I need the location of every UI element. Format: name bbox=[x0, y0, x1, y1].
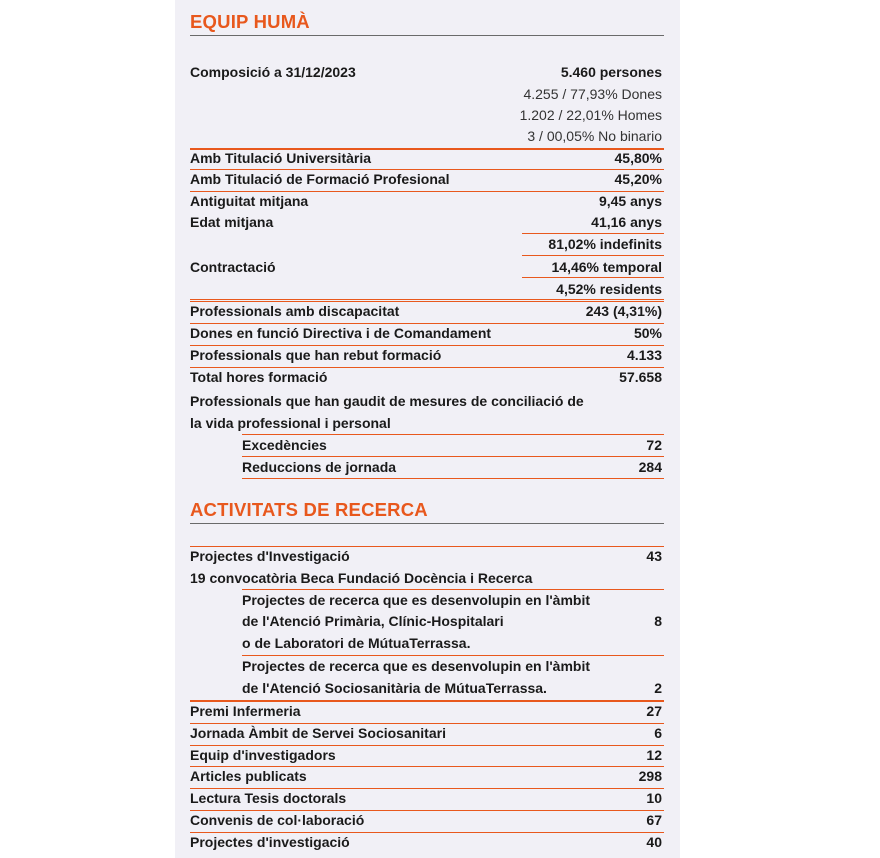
row-label: Amb Titulació Universitària bbox=[190, 150, 372, 166]
row-value: 10 bbox=[646, 790, 662, 806]
row-label: Equip d'investigadors bbox=[190, 747, 336, 763]
row-value: 45,20% bbox=[614, 171, 662, 187]
row-label: Convenis de col·laboració bbox=[190, 812, 365, 828]
divider bbox=[242, 478, 664, 479]
table-row bbox=[190, 701, 664, 719]
table-row bbox=[190, 745, 664, 763]
section-title-equip-huma: EQUIP HUMÀ bbox=[190, 11, 664, 36]
subproject-text: de l'Atenció Sociosanitària de MútuaTerrassa. bbox=[242, 680, 547, 696]
divider bbox=[522, 277, 664, 278]
section-title-recerca: ACTIVITATS DE RECERCA bbox=[190, 499, 664, 524]
table-row bbox=[190, 367, 664, 385]
row-label: Premi Infermeria bbox=[190, 703, 301, 719]
contractacio-indefinits: 81,02% indefinits bbox=[548, 236, 662, 252]
subproject-text: o de Laboratori de MútuaTerrassa. bbox=[242, 635, 471, 651]
table-row bbox=[190, 546, 664, 564]
table-row bbox=[190, 766, 664, 784]
table-row bbox=[190, 191, 664, 209]
row-label: Projectes d'Investigació bbox=[190, 548, 350, 564]
row-value: 41,16 anys bbox=[591, 214, 662, 230]
row-label: Amb Titulació de Formació Profesional bbox=[190, 171, 450, 187]
table-row bbox=[190, 345, 664, 363]
table-row bbox=[190, 810, 664, 828]
row-value: 27 bbox=[646, 703, 662, 719]
row-label: Professionals que han rebut formació bbox=[190, 347, 442, 363]
subproject-value: 2 bbox=[654, 680, 662, 696]
row-label: Antiguitat mitjana bbox=[190, 193, 309, 209]
row-value: 12 bbox=[646, 747, 662, 763]
table-row bbox=[190, 301, 664, 319]
row-label: Lectura Tesis doctorals bbox=[190, 790, 347, 806]
composicio-label: Composició a 31/12/2023 bbox=[190, 64, 356, 80]
composicio-homes: 1.202 / 22,01% Homes bbox=[519, 107, 662, 123]
row-value: 40 bbox=[646, 834, 662, 850]
row-value: 43 bbox=[646, 548, 662, 564]
conciliacio-item-label: Excedències bbox=[242, 437, 327, 453]
divider bbox=[522, 255, 664, 256]
table-row bbox=[190, 323, 664, 341]
row-label: Articles publicats bbox=[190, 768, 307, 784]
row-value: 298 bbox=[638, 768, 662, 784]
row-value: 243 (4,31%) bbox=[585, 303, 662, 319]
table-row bbox=[190, 832, 664, 850]
row-value: 45,80% bbox=[614, 150, 662, 166]
row-value: 50% bbox=[633, 325, 662, 341]
convocatoria-label: 19 convocatòria Beca Fundació Docència i Recerca bbox=[190, 570, 533, 586]
row-value: 4.133 bbox=[626, 347, 662, 363]
row-label: Edat mitjana bbox=[190, 214, 274, 230]
contractacio-temporal: 14,46% temporal bbox=[551, 259, 662, 275]
subproject-text: de l'Atenció Primària, Clínic-Hospitalari bbox=[242, 613, 504, 629]
subproject-text: Projectes de recerca que es desenvolupin en l'àmbit bbox=[242, 592, 591, 608]
row-label: Professionals amb discapacitat bbox=[190, 303, 400, 319]
row-label: Dones en funció Directiva i de Comandament bbox=[190, 325, 492, 341]
row-label: Total hores formació bbox=[190, 369, 328, 385]
table-row bbox=[190, 723, 664, 741]
conciliacio-item-value: 284 bbox=[638, 459, 662, 475]
row-label: Projectes d'investigació bbox=[190, 834, 350, 850]
subproject-value: 8 bbox=[654, 613, 662, 629]
row-value: 57.658 bbox=[619, 369, 662, 385]
divider bbox=[190, 299, 664, 300]
conciliacio-item-label: Reduccions de jornada bbox=[242, 459, 397, 475]
row-value: 6 bbox=[654, 725, 662, 741]
composicio-total: 5.460 persones bbox=[560, 64, 662, 80]
composicio-dones: 4.255 / 77,93% Dones bbox=[523, 86, 662, 102]
row-value: 67 bbox=[646, 812, 662, 828]
table-row bbox=[190, 148, 664, 166]
conciliacio-item-value: 72 bbox=[646, 437, 662, 453]
conciliacio-text: la vida professional i personal bbox=[190, 415, 391, 431]
table-row bbox=[190, 788, 664, 806]
contractacio-residents: 4,52% residents bbox=[556, 281, 662, 297]
row-label: Jornada Àmbit de Servei Sociosanitari bbox=[190, 725, 446, 741]
contractacio-label: Contractació bbox=[190, 259, 276, 275]
table-row bbox=[190, 169, 664, 187]
subproject-text: Projectes de recerca que es desenvolupin en l'àmbit bbox=[242, 658, 591, 674]
composicio-no-binario: 3 / 00,05% No binario bbox=[527, 128, 662, 144]
conciliacio-text: Professionals que han gaudit de mesures de conciliació de bbox=[190, 393, 584, 409]
row-value: 9,45 anys bbox=[598, 193, 662, 209]
